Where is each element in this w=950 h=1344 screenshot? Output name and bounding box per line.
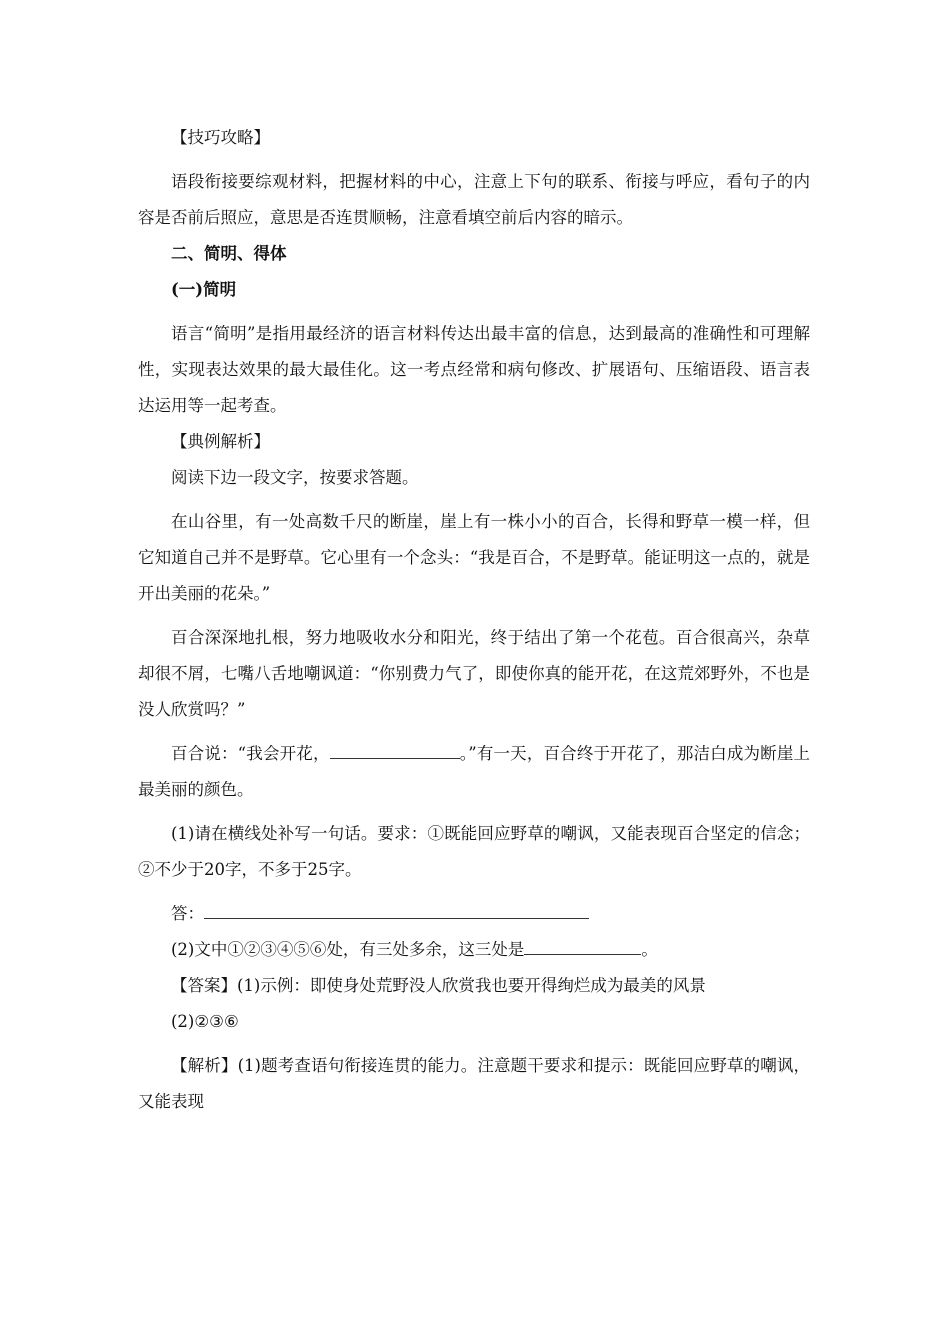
story-paragraph-1: 在山谷里，有一处高数千尺的断崖，崖上有一株小小的百合，长得和野草一模一样，但它知道自己并不是野草。它心里有一个念头：“我是百合，不是野草。能证明这一点的，就是开出美丽的花朵。” (138, 512, 810, 603)
question-1: (1)请在横线处补写一句话。要求：①既能回应野草的嘲讽，又能表现百合坚定的信念；②不少于20字，不多于25字。 (138, 824, 810, 879)
tips-heading: 【技巧攻略】 (171, 128, 270, 147)
concise-definition-paragraph: 语言“简明”是指用最经济的语言材料传达出最丰富的信息，达到最高的准确性和可理解性，实现表达效果的最大最佳化。这一考点经常和病句修改、扩展语句、压缩语段、语言表达运用等一起考查。 (138, 324, 810, 415)
question-2-end: 。 (641, 940, 658, 959)
answer-blank (204, 902, 589, 919)
fill-in-blank (330, 742, 460, 759)
analysis-paragraph (138, 1048, 810, 1120)
analysis-tag: 【解析】 (171, 1056, 238, 1075)
answer-1-text: (1)示例：即使身处荒野没人欣赏我也要开得绚烂成为最美的风景 (237, 976, 706, 995)
answer-2: (2)②③⑥ (171, 1012, 239, 1031)
tips-paragraph: 语段衔接要综观材料，把握材料的中心，注意上下句的联系、衔接与呼应，看句子的内容是否前后照应，意思是否连贯顺畅，注意看填空前后内容的暗示。 (138, 172, 810, 227)
story-paragraph-2: 百合深深地扎根，努力地吸收水分和阳光，终于结出了第一个花苞。百合很高兴，杂草却很不屑，七嘴八舌地嘲讽道：“你别费力气了，即使你真的能开花，在这荒郊野外，不也是没人欣赏吗？” (138, 628, 810, 719)
story-paragraph-3 (138, 736, 810, 808)
story-paragraph-3-end: 。”有一天，百合终于开花了，那洁白成为断崖上最美丽的颜色。 (138, 744, 811, 799)
document-body (138, 120, 810, 1120)
section-heading-concise-appropriate: 二、简明、得体 (171, 244, 287, 263)
answer-label: 答： (171, 904, 204, 923)
question-2-blank (524, 938, 641, 955)
question-2-start: (2)文中①②③④⑤⑥处，有三处多余，这三处是 (171, 940, 525, 959)
answer-1 (138, 968, 810, 1004)
analysis-text: (1)题考查语句衔接连贯的能力。注意题干要求和提示：既能回应野草的嘲讽，又能表现 (138, 1056, 811, 1111)
reading-instruction: 阅读下边一段文字，按要求答题。 (171, 468, 419, 487)
question-2 (138, 932, 810, 968)
answer-tag: 【答案】 (171, 976, 237, 995)
subsection-heading-concise: (一)简明 (171, 280, 237, 299)
example-heading: 【典例解析】 (171, 432, 270, 451)
question-1-answer-line (138, 896, 810, 932)
story-paragraph-3-start: 百合说：“我会开花， (171, 744, 330, 763)
